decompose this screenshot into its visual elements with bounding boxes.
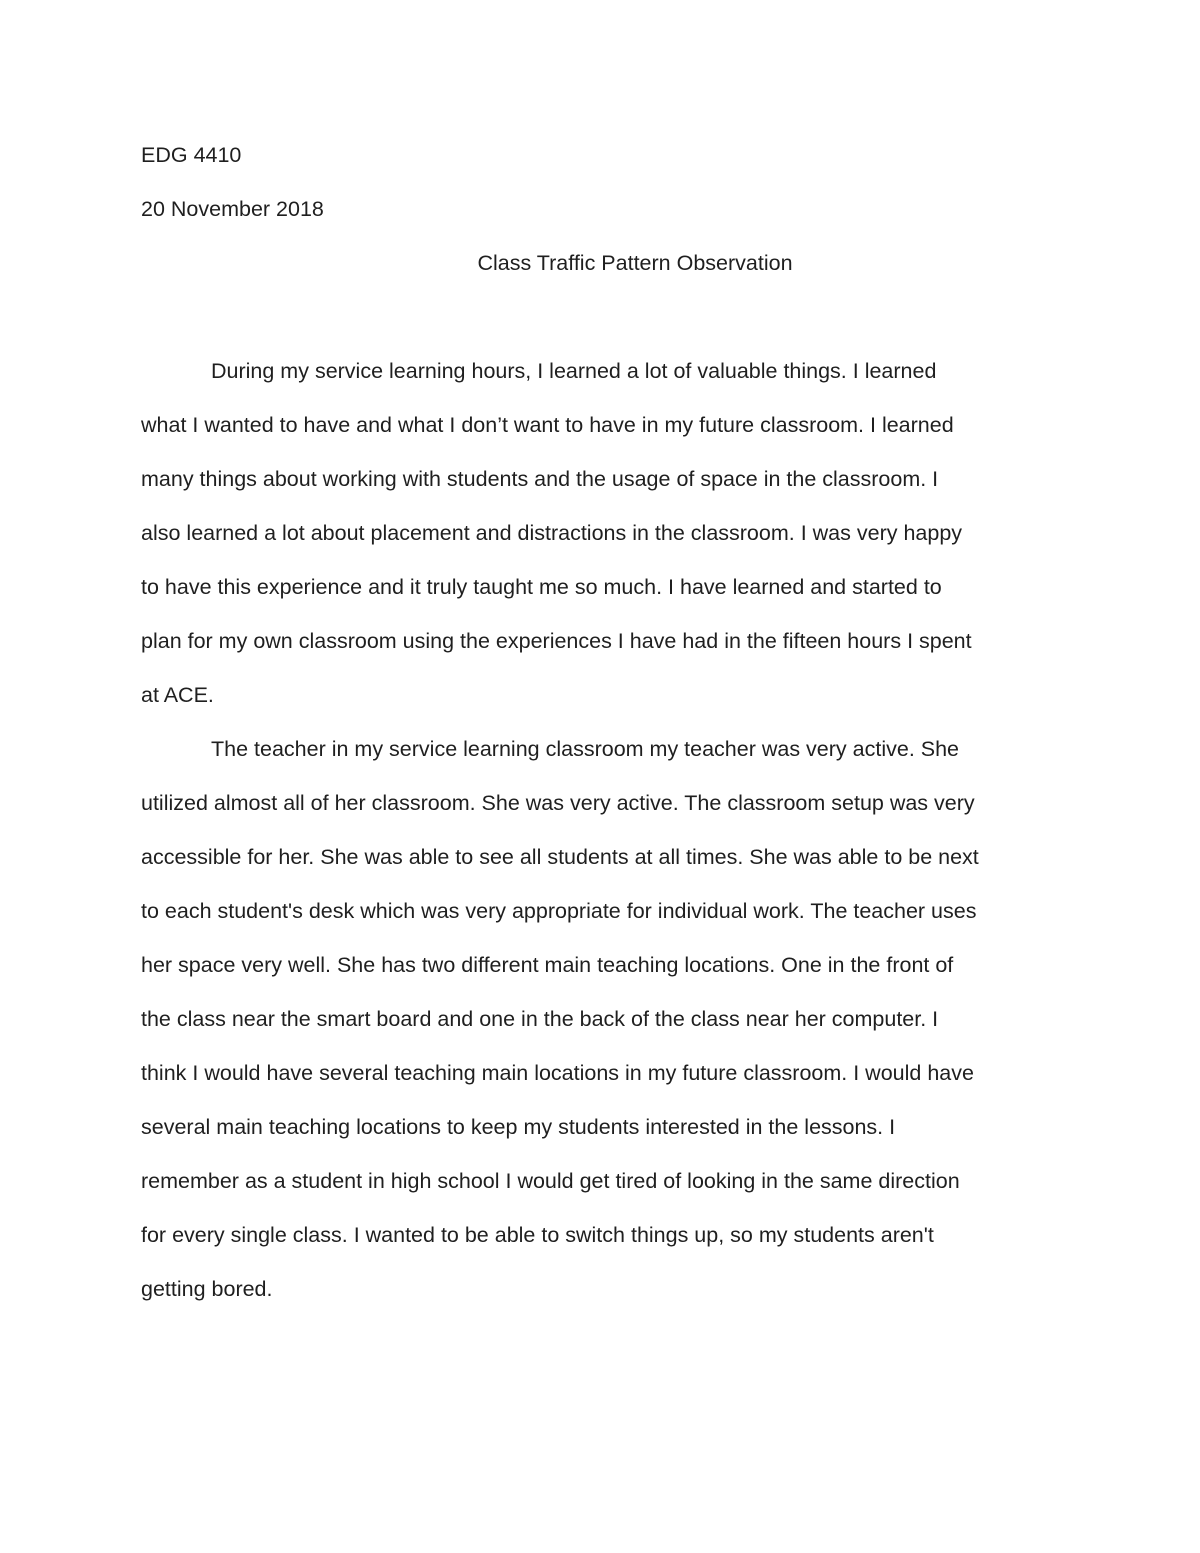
paragraph-line: to have this experience and it truly taught me so much. I have learned and started to [141,575,942,599]
paragraph-line: accessible for her. She was able to see all students at all times. She was able to be next [141,845,979,869]
paragraph-line: getting bored. [141,1277,273,1301]
paragraph-line: for every single class. I wanted to be able to switch things up, so my students aren't [141,1223,934,1247]
paragraph-line: what I wanted to have and what I don’t want to have in my future classroom. I learned [141,413,954,437]
paragraph-1 [141,356,1061,734]
paragraph-line: at ACE. [141,683,214,707]
paragraph-line: plan for my own classroom using the experiences I have had in the fifteen hours I spent [141,629,972,653]
document-date: 20 November 2018 [141,197,324,221]
document-body [141,356,1061,1328]
document-title: Class Traffic Pattern Observation [477,251,793,275]
paragraph-line: several main teaching locations to keep my students interested in the lessons. I [141,1115,896,1139]
document-content [141,140,1061,1328]
paragraph-line: think I would have several teaching main locations in my future classroom. I would have [141,1061,974,1085]
paragraph-line: The teacher in my service learning classroom my teacher was very active. She [211,737,960,761]
paragraph-2 [141,734,1061,1328]
paragraph-line: During my service learning hours, I learned a lot of valuable things. I learned [211,359,937,383]
course-code: EDG 4410 [141,143,242,167]
paragraph-line: also learned a lot about placement and distractions in the classroom. I was very happy [141,521,963,545]
paragraph-line: utilized almost all of her classroom. She was very active. The classroom setup was very [141,791,975,815]
paragraph-line: the class near the smart board and one in the back of the class near her computer. I [141,1007,939,1031]
paragraph-line: many things about working with students and the usage of space in the classroom. I [141,467,939,491]
paragraph-line: to each student's desk which was very appropriate for individual work. The teacher uses [141,899,977,923]
paragraph-line: remember as a student in high school I would get tired of looking in the same direction [141,1169,960,1193]
paragraph-line: her space very well. She has two different main teaching locations. One in the front of [141,953,954,977]
